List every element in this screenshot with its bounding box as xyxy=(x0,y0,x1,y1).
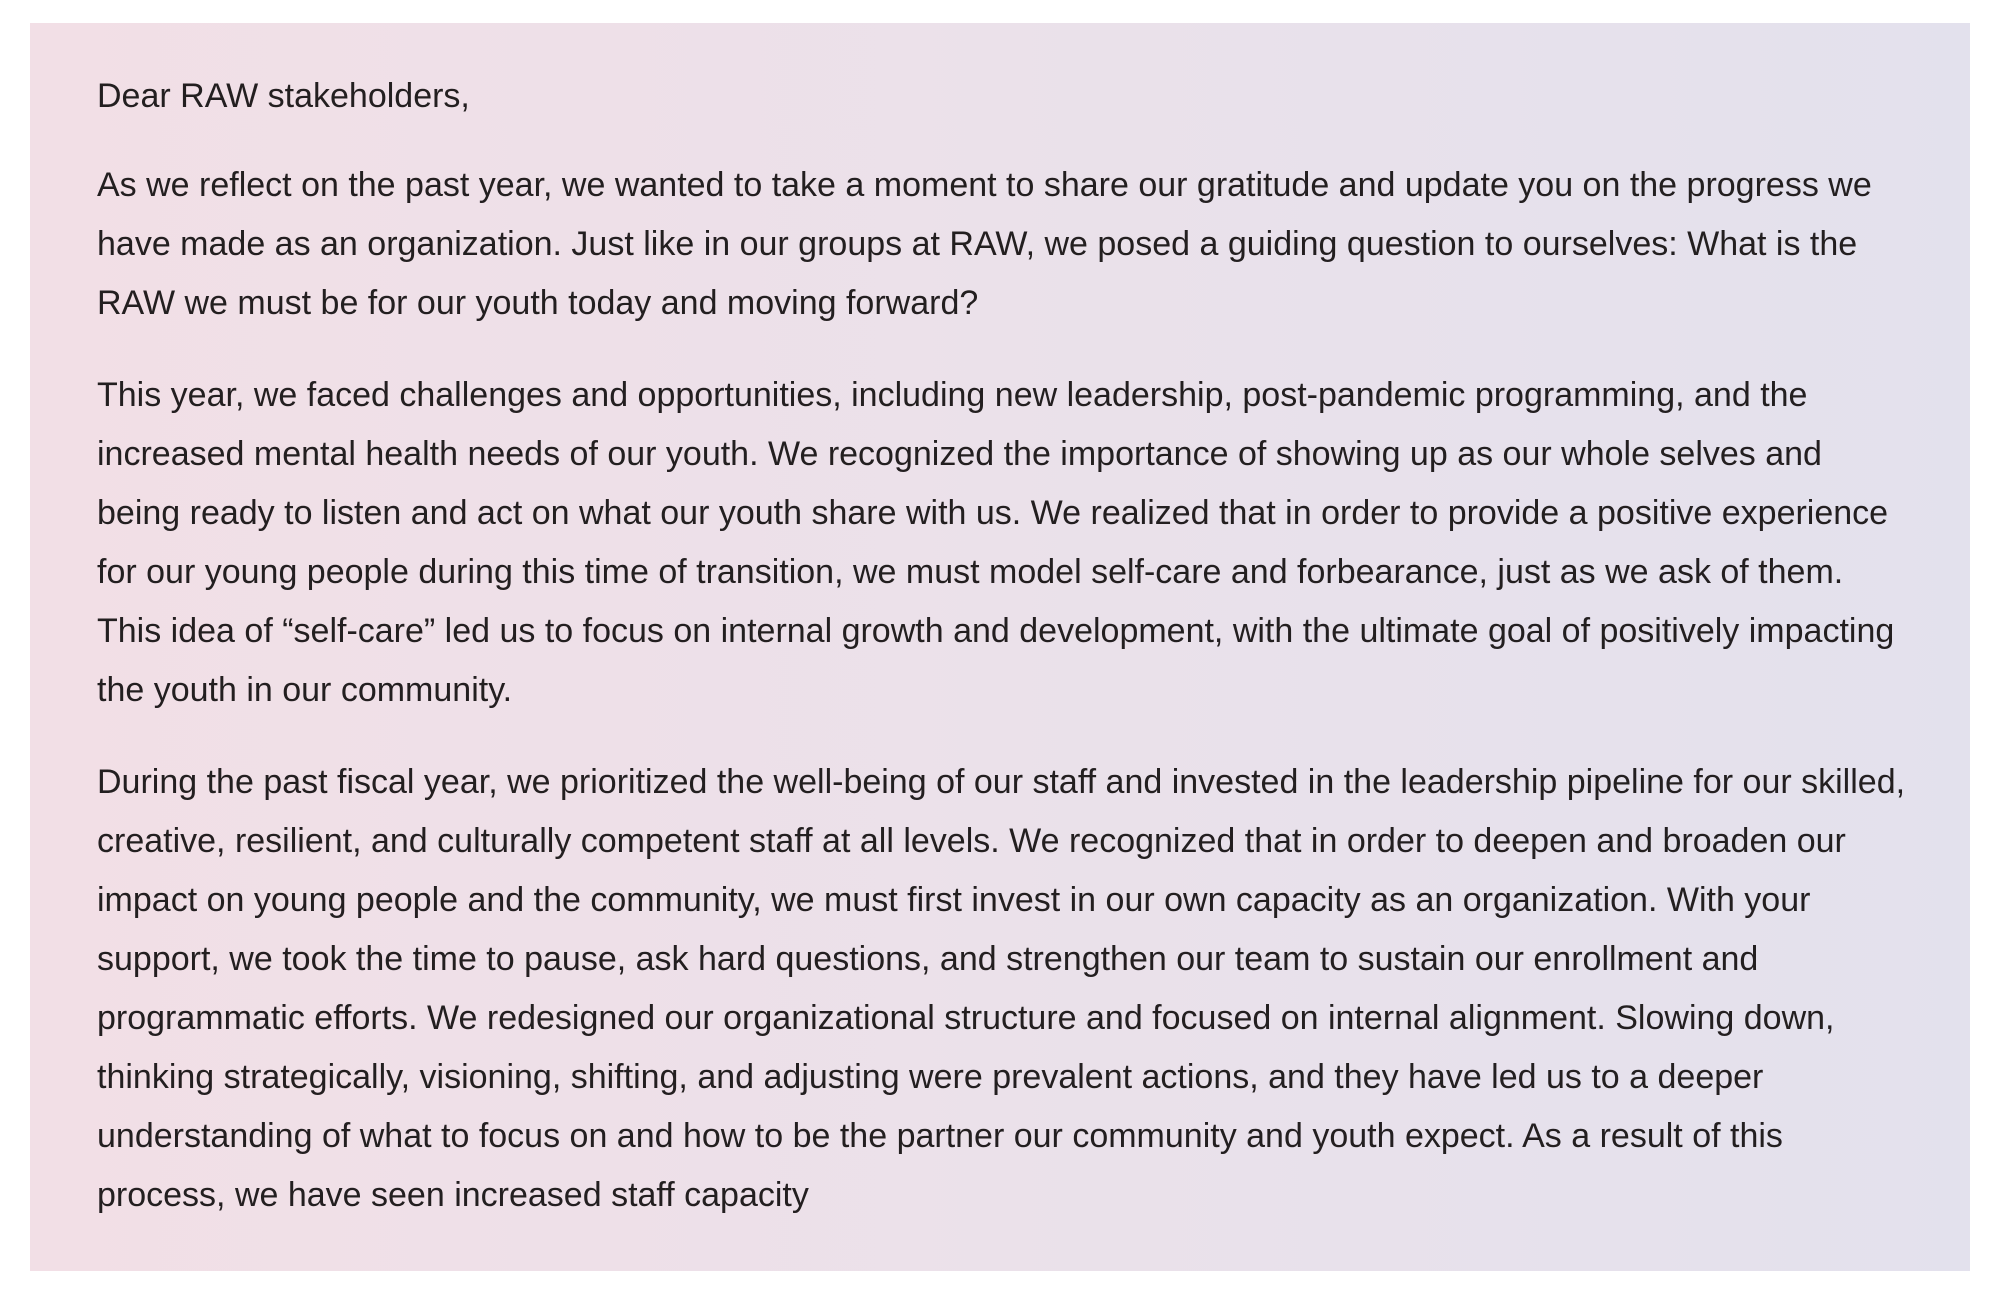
letter-paragraph-2: This year, we faced challenges and opportunities, including new leadership, post-pandemic programming, and the increased mental health needs of our youth. We recognized the importance of showing up as our whole selves and being ready to listen and act on what our youth share with us. We realized that in order to provide a positive experience for our young people during this time of transition, we must model self-care and forbearance, just as we ask of them. This idea of “self-care” led us to focus on internal growth and development, with the ultimate goal of positively impacting the youth in our community. xyxy=(97,376,1895,709)
letter-paragraph-1: As we reflect on the past year, we wanted to take a moment to share our gratitude and update you on the progress we have made as an organization. Just like in our groups at RAW, we posed a guiding question to ourselves: What is the RAW we must be for our youth today and moving forward? xyxy=(97,166,1872,322)
letter-salutation: Dear RAW stakeholders, xyxy=(97,77,470,115)
letter-panel xyxy=(30,23,1970,1271)
letter-paragraph-3: During the past fiscal year, we prioritized the well-being of our staff and invested in the leadership pipeline for our skilled, creative, resilient, and culturally competent staff at all levels. We recognized that in order to deepen and broaden our impact on young people and the community, we must first invest in our own capacity as an organization. With your support, we took the time to pause, ask hard questions, and strengthen our team to sustain our enrollment and programmatic efforts. We redesigned our organizational structure and focused on internal alignment. Slowing down, thinking strategically, visioning, shifting, and adjusting were prevalent actions, and they have led us to a deeper understanding of what to focus on and how to be the partner our community and youth expect. As a result of this process, we have seen increased staff capacity xyxy=(97,763,1906,1214)
